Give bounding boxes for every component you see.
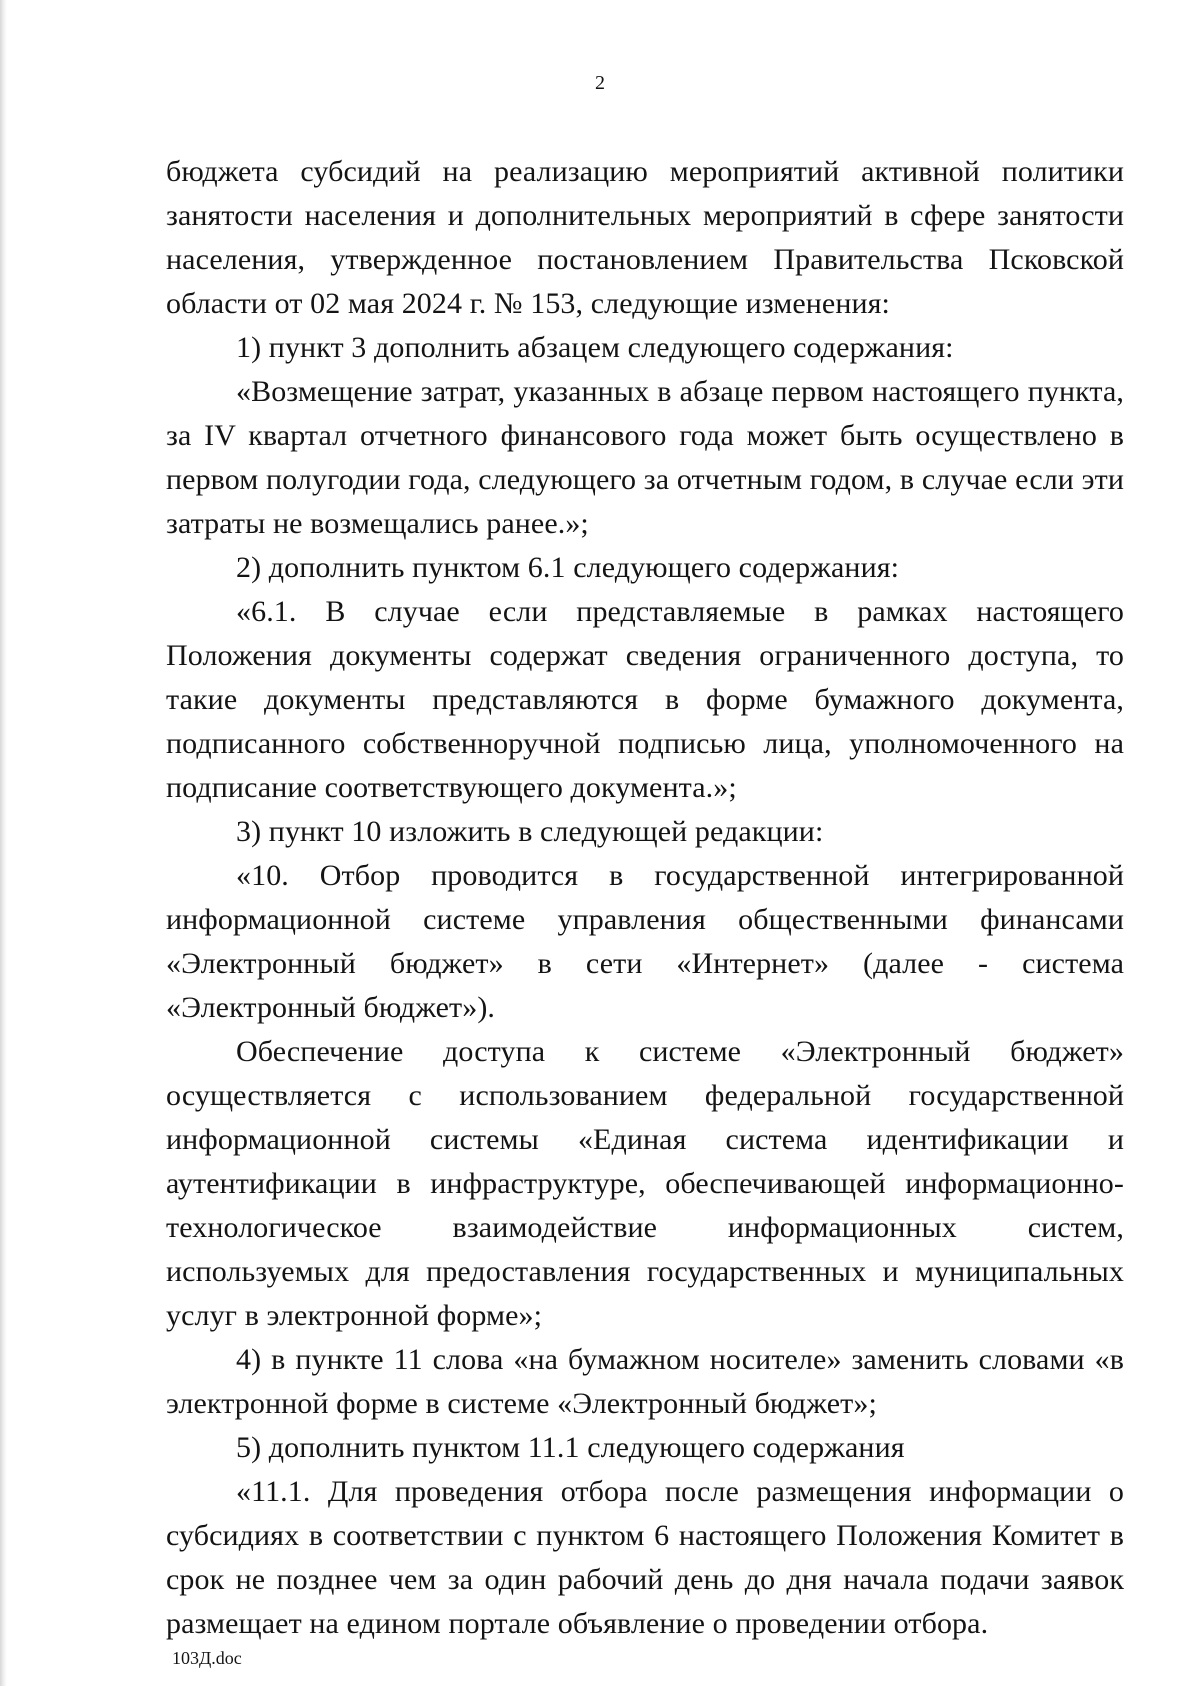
paragraph-item-4: 4) в пункте 11 слова «на бумажном носителе» заменить словами «в электронной форме в системе «Электронный бюджет»; xyxy=(166,1343,1124,1420)
page-number: 2 xyxy=(595,72,605,94)
document-body xyxy=(166,150,1124,1646)
paragraph-quote-3: «10. Отбор проводится в государственной интегрированной информационной системе управления общественными финансами «Электронный бюджет» в сети «Интернет» (далее - система «Электронный бюджет»). xyxy=(166,859,1124,1024)
paragraph-quote-2: «6.1. В случае если представляемые в рамках настоящего Положения документы содержат сведения ограниченного доступа, то такие документы представляются в форме бумажного документа, подписанного собственноручной подписью лица, уполномоченного на подписание соответствующего документа.»; xyxy=(166,595,1124,804)
paragraph-item-2: 2) дополнить пунктом 6.1 следующего содержания: xyxy=(236,551,900,584)
paragraph-item-3: 3) пункт 10 изложить в следующей редакции: xyxy=(236,815,824,848)
paragraph-quote-5: «11.1. Для проведения отбора после размещения информации о субсидиях в соответствии с пунктом 6 настоящего Положения Комитет в срок не позднее чем за один рабочий день до дня начала подачи заявок размещает на едином портале объявление о проведении отбора. xyxy=(166,1475,1124,1640)
paragraph-item-5: 5) дополнить пунктом 11.1 следующего содержания xyxy=(236,1431,905,1464)
file-name-footer: 103Д.doc xyxy=(172,1648,242,1668)
scan-edge xyxy=(0,0,7,1686)
paragraph-quote-3-continued: Обеспечение доступа к системе «Электронный бюджет» осуществляется с использованием федеральной государственной информационной системы «Единая система идентификации и аутентификации в инфраструктуре, обеспечивающей информационно-технологическое взаимодействие информационных систем, используемых для предоставления государственных и муниципальных услуг в электронной форме»; xyxy=(166,1035,1124,1332)
paragraph-continuation: бюджета субсидий на реализацию мероприятий активной политики занятости населения и дополнительных мероприятий в сфере занятости населения, утвержденное постановлением Правительства Псковской области от 02 мая 2024 г. № 153, следующие изменения: xyxy=(166,155,1124,320)
paragraph-quote-1: «Возмещение затрат, указанных в абзаце первом настоящего пункта, за IV квартал отчетного финансового года может быть осуществлено в первом полугодии года, следующего за отчетным годом, в случае если эти затраты не возмещались ранее.»; xyxy=(166,375,1124,540)
paragraph-item-1: 1) пункт 3 дополнить абзацем следующего содержания: xyxy=(236,331,954,364)
